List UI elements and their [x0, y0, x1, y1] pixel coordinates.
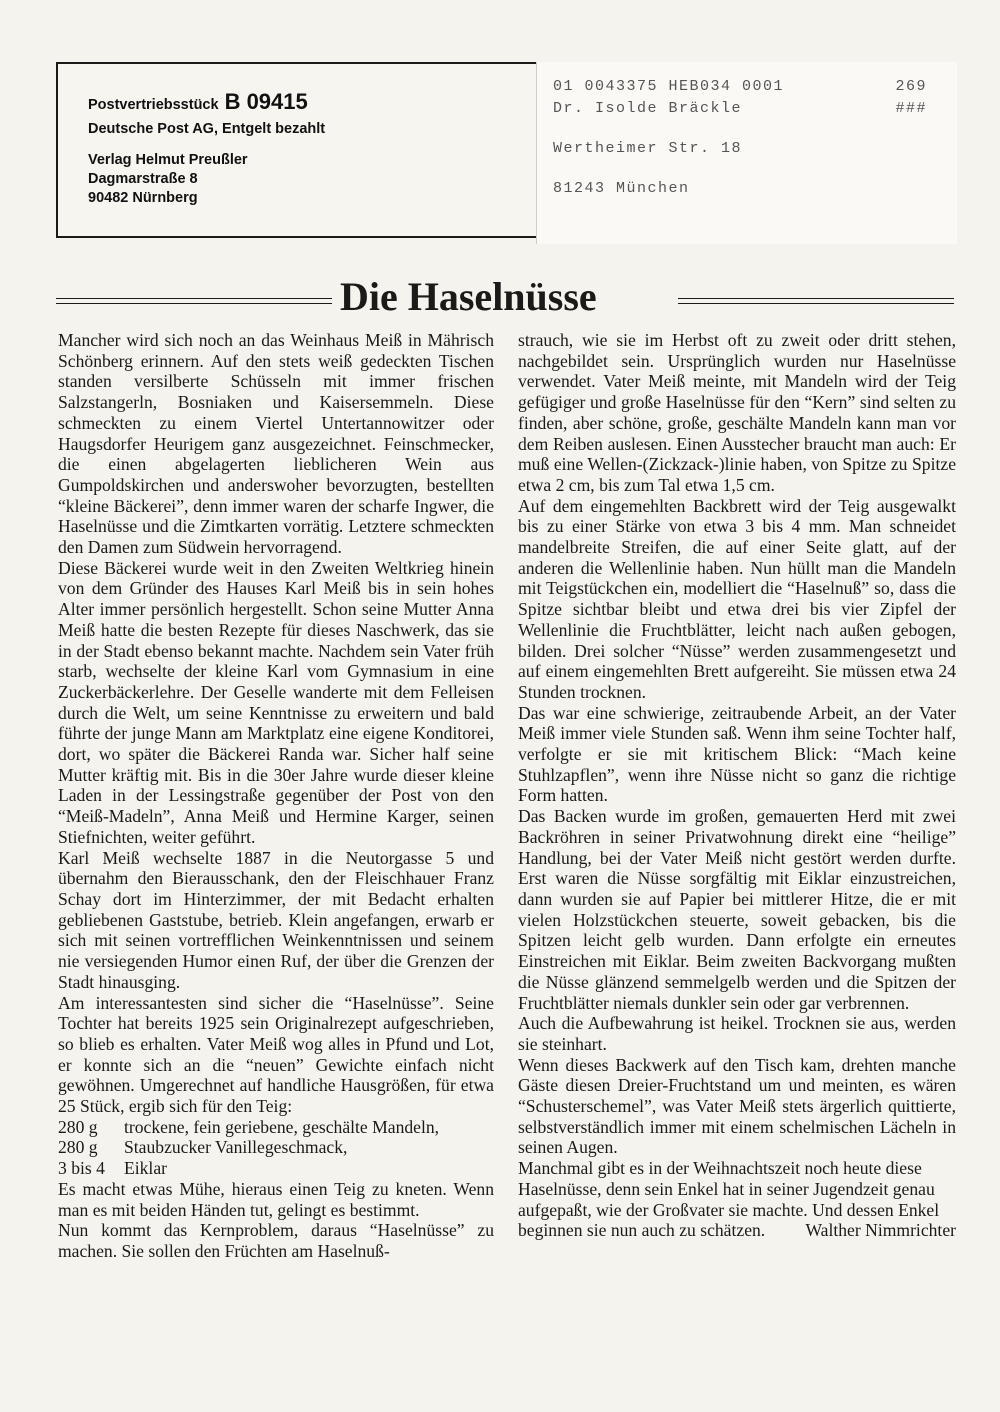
paragraph: Wenn dieses Backwerk auf den Tisch kam, drehten manche Gäste diesen Dreier-Fruchtstand um und meinten, es wären “Schusterschemel”, was Vater Meiß stets ärgerlich quittierte, selbstverständlich immer mit einem schelmischen Lächeln in seinen Augen. — [518, 1054, 956, 1158]
ingredient-item: Staubzucker Vanillegeschmack, — [124, 1137, 348, 1158]
paragraph: Es macht etwas Mühe, hieraus einen Teig zu kneten. Wenn man es mit beiden Händen tut, gelingt es bestimmt. — [58, 1178, 494, 1220]
ingredient-row — [58, 1137, 494, 1158]
paragraph: Das Backen wurde im großen, gemauerten Herd mit zwei Backröhren in seiner Privatwohnung direkt eine “heilige” Handlung, bei der Vater Meiß nicht gestört werden durfte. Erst waren die Nüsse sorgfältig mit Eiklar einzustreichen, dann wurden sie auf Papier bei mittlerer Hitze, die er mit vielen Holzstückchen steuerte, soweit gebacken, bis die Spitzen leicht gelb wurden. Dann erfolgte ein erneutes Einstreichen mit Eiklar. Beim zweiten Backvorgang mußten die Nüsse glänzend semmelgelb werden und die Spitzen der Fruchtblätter niemals dunkler sein oder gar verbrennen. — [518, 806, 956, 1013]
paragraph: strauch, wie sie im Herbst oft zu zweit oder dritt stehen, nachgebildet sein. Ursprünglich wurden nur Haselnüsse verwendet. Vater Meiß meinte, mit Mandeln wird der Teig gefügiger und große Haselnüsse für den “Kern” sind selten zu finden, aber schöne, große, geschälte Mandeln kann man vor dem Reiben auslesen. Einen Ausstecher braucht man auch: Er muß eine Wellen-(Zickzack-)linie haben, von Spitze zu Spitze etwa 2 cm, bis zum Tal etwa 1,5 cm. — [518, 330, 956, 495]
paragraph: Diese Bäckerei wurde weit in den Zweiten Weltkrieg hinein von dem Gründer des Hauses Karl Meiß bis in sein hohes Alter immer persönlich hergestellt. Schon seine Mutter Anna Meiß hatte die besten Rezepte für dieses Naschwerk, das sie in der Stadt ebenso bekannt machte. Nachdem sein Vater früh starb, wechselte der kleine Karl vom Gymnasium in eine Zuckerbäckerlehre. Der Geselle wanderte mit dem Felleisen durch die Welt, um seine Kenntnisse zu erweitern und bald führte der junge Mann am Marktplatz eine eigene Konditorei, dort, wo später die Bäckerei Randa war. Sicher half seine Mutter kräftig mit. Bis in die 30er Jahre wurde dieser kleine Laden in der Lessingstraße gegenüber der Post von den “Meiß-Madeln”, Anna Meiß und Hermine Karger, seinen Stiefnichten, weiter geführt. — [58, 557, 494, 847]
paragraph: Am interessantesten sind sicher die “Haselnüsse”. Seine Tochter hat bereits 1925 sein Originalrezept aufgeschrieben, so blieb es erhalten. Vater Meiß wog alles in Pfund und Lot, er konnte sich an die “neuen” Gewichte einfach nicht gewöhnen. Umgerechnet auf handliche Hausgrößen, für etwa 25 Stück, ergib sich für den Teig: — [58, 992, 494, 1117]
ingredient-row — [58, 1158, 494, 1179]
recipient-city: 81243 München — [553, 180, 690, 197]
postvertrieb-line — [88, 90, 325, 115]
paragraph: Nun kommt das Kernproblem, daraus “Haselnüsse” zu machen. Sie sollen den Früchten am Haselnuß- — [58, 1220, 494, 1261]
paragraph: Karl Meiß wechselte 1887 in die Neutorgasse 5 und übernahm den Bierausschank, den der Fleischhauer Franz Schay dort im Hinterzimmer, der mit Bedacht erhalten gebliebenen Gaststube, betrieb. Klein angefangen, erwarb er sich mit seinen vortrefflichen Weinkenntnissen und seinem nie versiegenden Humor einen Ruf, der über die Grenzen der Stadt hinausging. — [58, 847, 494, 992]
ingredient-qty: 280 g — [58, 1137, 98, 1158]
paragraph: Das war eine schwierige, zeitraubende Arbeit, an der Vater Meiß immer viele Stunden saß. Wenn ihm seine Tochter half, verfolgte er sie mit kritischem Blick: “Mach keine Stuhlzapflen”, wenn ihre Nüsse nicht so ganz die richtige Form hatten. — [518, 702, 956, 806]
paragraph: Auch die Aufbewahrung ist heikel. Trocknen sie aus, werden sie steinhart. — [518, 1013, 956, 1054]
title-rule-left — [56, 298, 332, 304]
ingredient-item: trockene, fein geriebene, geschälte Mandeln, — [124, 1116, 440, 1137]
address-code-number: 269 — [895, 78, 927, 95]
recipient-street: Wertheimer Str. 18 — [553, 140, 743, 157]
ingredient-qty: 280 g — [58, 1116, 98, 1137]
article-column-right — [518, 330, 956, 1241]
paragraph: Auf dem eingemehlten Backbrett wird der Teig ausgewalkt bis zu einer Stärke von etwa 3 bis 4 mm. Man schneidet mandelbreite Streifen, die auf einer Seite glatt, auf der anderen die Wellenlinie haben. Nun hüllt man die Mandeln mit Teigstückchen ein, modelliert die “Haselnuß” so, dass die Spitze sichtbar bleibt und etwa drei bis vier Zipfel der Wellenlinie die Fruchtblätter, leicht nach außen gebogen, bilden. Drei solcher “Nüsse” werden zusammengesetzt und auf einem eingemehlten Brett aufgereiht. Sie müssen etwa 24 Stunden trocknen. — [518, 495, 956, 702]
postvertrieb-code: B 09415 — [224, 89, 308, 114]
publisher-street: Dagmarstraße 8 — [88, 171, 198, 187]
publisher-city: 90482 Nürnberg — [88, 190, 198, 206]
carrier-text: Deutsche Post AG, Entgelt bezahlt — [88, 121, 326, 137]
title-rule-right — [678, 298, 954, 304]
address-code-line: 01 0043375 HEB034 0001 — [553, 78, 785, 95]
publisher-name: Verlag Helmut Preußler — [88, 152, 248, 168]
closing-paragraph — [518, 1158, 956, 1241]
ingredient-qty: 3 bis 4 — [58, 1158, 105, 1179]
closing-text: Manchmal gibt es in der Weihnachtszeit noch heute diese Haselnüsse, denn sein Enkel hat in seiner Jugendzeit genau aufgepaßt, wie der Großvater sie machte. Und dessen Enkel beginnen sie nun auch zu schätzen. — [518, 1158, 940, 1241]
article-title: Die Haselnüsse — [340, 274, 597, 319]
recipient-name: Dr. Isolde Bräckle — [553, 100, 743, 117]
ingredient-row — [58, 1117, 494, 1138]
sender-block — [88, 90, 325, 208]
recipient-address-label — [536, 62, 957, 244]
address-hash-marks: ### — [895, 100, 927, 117]
ingredient-item: Eiklar — [124, 1158, 167, 1179]
article-column-left — [58, 330, 494, 1262]
article-author: Walther Nimmrichter — [805, 1220, 956, 1241]
article-title-row — [56, 274, 954, 324]
mailing-label-box — [56, 62, 950, 238]
ingredient-list — [58, 1117, 494, 1179]
postvertrieb-label: Postvertriebsstück — [88, 97, 219, 113]
paragraph: Mancher wird sich noch an das Weinhaus Meiß in Mährisch Schönberg erinnern. Auf den stets weiß gedeckten Tischen standen versilberte Schüsseln mit immer frischen Salzstangerln, Bosniaken und Kaisersemmeln. Diese schmeckten zu einem Viertel Untertannowitzer oder Haugsdorfer Heurigem ganz ausgezeichnet. Feinschmecker, die einen abgelagerten lieblicheren Wein aus Gumpoldskirchen und anderswoher bevorzugten, bestellten “kleine Bäckerei”, denn immer waren der scharfe Ingwer, die Haselnüsse und die Zimtkarten vorrätig. Letztere schmeckten den Damen zum Südwein hervorragend. — [58, 330, 494, 558]
